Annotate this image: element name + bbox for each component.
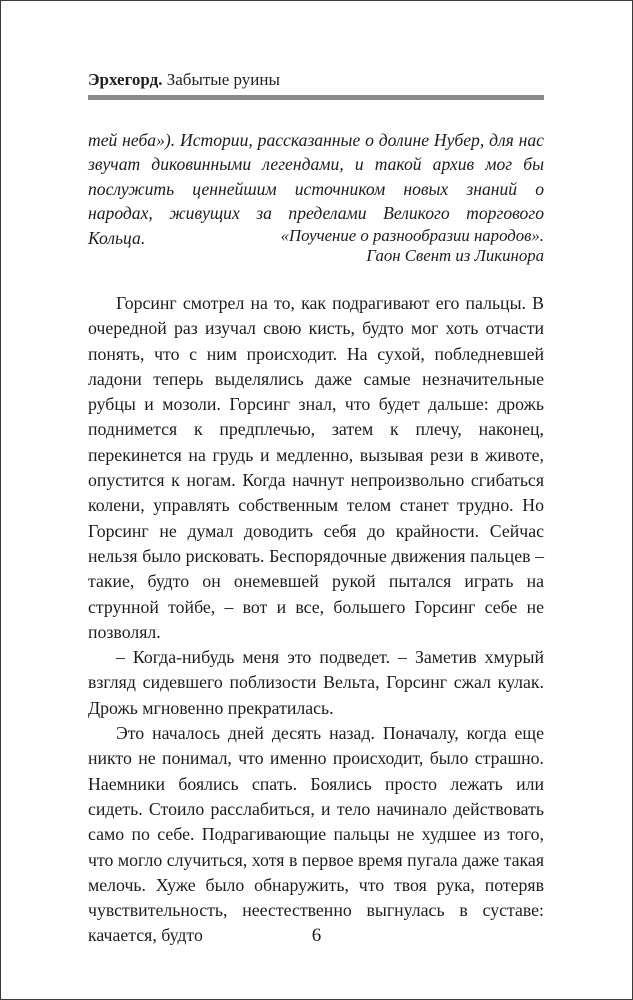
page-number: 6 xyxy=(311,925,322,946)
paragraph: Это началось дней десять назад. Поначалу, когда еще никто не понимал, что именно происходит, было страшно. Наемники боялись спать. Боялись просто лежать или сидеть. Стоило расслабиться, и тело начинало действовать само по себе. Подрагивающие пальцы не худшее из того, что могло случиться, хотя в первое время пугала даже такая мелочь. Хуже было обнаружить, что твоя рука, потеряв чувствительность, неестественно выгнулась в суставе: качается, будто xyxy=(88,723,544,946)
epigraph-author: Гаон Свент из Ликинора xyxy=(366,246,544,265)
header-rule xyxy=(88,95,544,100)
epigraph-text: тей неба»). Истории, рассказанные о долине Нубер, для нас звучат диковинными легендами, и такой архив мог бы послужить ценнейшим источником новых знаний о народах, живущих за пределами Великого торгового Кольца. xyxy=(88,130,544,248)
paragraph: Горсинг смотрел на то, как подрагивают его пальцы. В очередной раз изучал свою кисть, будто мог хоть отчасти понять, что с ним происходит. На сухой, побледневшей ладони теперь выделялись даже самые незначительные рубцы и мозоли. Горсинг знал, что будет дальше: дрожь поднимется к предплечью, затем к плечу, наконец, перекинется на грудь и медленно, вызывая рези в животе, опустится к ногам. Когда начнут непроизвольно сгибаться колени, управлять собственным телом станет трудно. Но Горсинг не думал доводить себя до крайности. Сейчас нельзя было рисковать. Беспорядочные движения пальцев – такие, будто он онемевшей рукой пытался играть на струнной тойбе, – вот и все, большего Горсинг себе не позволял. xyxy=(88,293,544,642)
running-head xyxy=(88,70,548,90)
body-text xyxy=(88,291,544,949)
running-head-title: Забытые руины xyxy=(166,70,280,89)
paragraph: – Когда-нибудь меня это подведет. – Заметив хмурый взгляд сидевшего поблизости Вельта, Горсинг сжал кулак. Дрожь мгновенно прекратилась. xyxy=(88,647,544,718)
running-head-author: Эрхегорд. xyxy=(88,70,163,89)
epigraph-source: «Поучение о разнообразии народов». xyxy=(280,226,544,245)
